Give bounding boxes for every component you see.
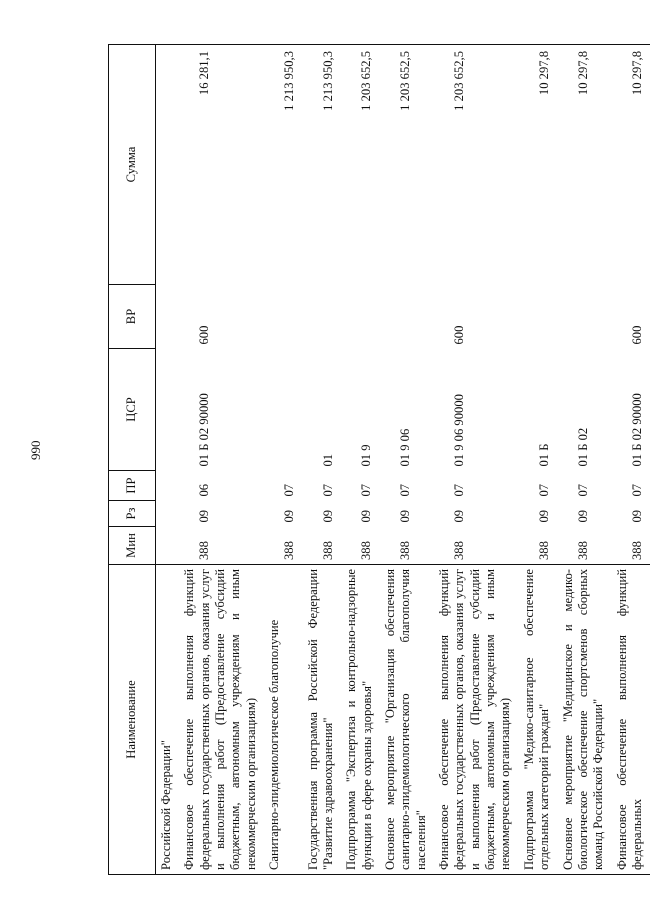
cell-name: Финансовое обеспечение выполнения функций федеральных государственных органов, оказания услуг и выполнения работ (Предоставление субсидий бюджетным, автономным учреждениям и иным некоммерческим организациям) (434, 565, 519, 875)
cell-sum: 1 213 950,3 (264, 45, 302, 285)
cell-vr: 600 (197, 325, 212, 345)
rotated-page-content (108, 45, 644, 875)
header-sum: Сумма (109, 45, 156, 285)
page-number: 990 (28, 440, 43, 460)
cell-csr: 01 Б 02 90000 (629, 393, 644, 467)
cell-name: Основное мероприятие "Организация обеспечения санитарно-эпидемиологического благополучия населения" (380, 565, 434, 875)
cell-name: Государственная программа Российской Федерации "Развитие здравоохранения" (303, 565, 342, 875)
cell-min: 388 (359, 541, 374, 560)
cell-csr: 01 9 06 (397, 428, 412, 467)
table-row (179, 45, 264, 875)
cell-rz: 09 (575, 509, 590, 523)
header-min: Мин (109, 527, 156, 565)
cell-csr: 01 Б 02 (575, 427, 590, 467)
cell-vr (303, 285, 342, 349)
cell-csr: 01 9 (359, 444, 374, 467)
cell-rz: 09 (397, 509, 412, 523)
cell-name: Финансовое обеспечение выполнения функций федеральных (612, 565, 650, 875)
cell-vr (519, 285, 558, 349)
cell-sum: 1 213 950,3 (303, 45, 342, 285)
cell-vr (558, 285, 612, 349)
cell-pr (156, 471, 180, 501)
budget-table (108, 44, 650, 875)
cell-min (156, 527, 180, 565)
cell-pr: 07 (397, 483, 412, 497)
table-row (264, 45, 302, 875)
cell-min: 388 (629, 541, 644, 560)
cell-csr: 01 (320, 453, 335, 467)
table-row (156, 45, 180, 875)
cell-name: Финансовое обеспечение выполнения функций федеральных государственных органов, оказания услуг и выполнения работ (Предоставление субсидий бюджетным, автономным учреждениям и иным некоммерческим организациям) (179, 565, 264, 875)
cell-name: Подпрограмма "Экспертиза и контрольно-надзорные функции в сфере охраны здоровья" (341, 565, 380, 875)
cell-min: 388 (282, 541, 297, 560)
header-vr: ВР (109, 285, 156, 349)
table-row (558, 45, 612, 875)
cell-csr (264, 349, 302, 471)
cell-pr: 07 (629, 483, 644, 497)
table-row (612, 45, 650, 875)
cell-pr: 07 (320, 483, 335, 497)
cell-vr (264, 285, 302, 349)
cell-sum: 10 297,8 (519, 45, 558, 285)
cell-csr (156, 349, 180, 471)
cell-min: 388 (575, 541, 590, 560)
cell-rz: 09 (320, 509, 335, 523)
cell-rz: 09 (359, 509, 374, 523)
cell-name: Подпрограмма "Медико-санитарное обеспечение отдельных категорий граждан" (519, 565, 558, 875)
cell-sum: 10 297,8 (612, 45, 650, 285)
header-pr: ПР (109, 471, 156, 501)
cell-pr: 07 (536, 483, 551, 497)
cell-vr: 600 (629, 325, 644, 345)
cell-name: Основное мероприятие "Медицинское и медико-биологическое обеспечение спортсменов сборных команд Российской Федерации" (558, 565, 612, 875)
header-csr: ЦСР (109, 349, 156, 471)
cell-rz: 09 (197, 509, 212, 523)
header-name: Наименование (109, 565, 156, 875)
cell-rz: 09 (452, 509, 467, 523)
cell-min: 388 (197, 541, 212, 560)
cell-sum: 1 203 652,5 (380, 45, 434, 285)
cell-pr: 07 (575, 483, 590, 497)
cell-csr: 01 9 06 90000 (452, 394, 467, 467)
cell-pr: 06 (197, 483, 212, 497)
cell-vr (156, 285, 180, 349)
table-row (341, 45, 380, 875)
cell-csr: 01 Б 02 90000 (197, 393, 212, 467)
cell-name: Санитарно-эпидемиологическое благополучие (264, 565, 302, 875)
cell-sum: 1 203 652,5 (341, 45, 380, 285)
cell-pr: 07 (359, 483, 374, 497)
cell-sum: 10 297,8 (558, 45, 612, 285)
cell-sum (156, 45, 180, 285)
cell-csr: 01 Б (536, 443, 551, 467)
cell-sum: 1 203 652,5 (434, 45, 519, 285)
cell-vr (380, 285, 434, 349)
cell-pr: 07 (452, 483, 467, 497)
cell-rz (156, 501, 180, 527)
table-body (156, 45, 650, 875)
table-row (303, 45, 342, 875)
cell-rz: 09 (282, 509, 297, 523)
cell-min: 388 (320, 541, 335, 560)
cell-vr (341, 285, 380, 349)
table-row (380, 45, 434, 875)
cell-pr: 07 (282, 483, 297, 497)
cell-rz: 09 (629, 509, 644, 523)
table-row (519, 45, 558, 875)
cell-min: 388 (397, 541, 412, 560)
cell-min: 388 (452, 541, 467, 560)
header-rz: Рз (109, 501, 156, 527)
cell-rz: 09 (536, 509, 551, 523)
cell-name: Российской Федерации" (156, 565, 180, 875)
table-row (434, 45, 519, 875)
cell-vr: 600 (452, 325, 467, 345)
cell-min: 388 (536, 541, 551, 560)
cell-sum: 16 281,1 (179, 45, 264, 285)
table-header-row (109, 45, 156, 875)
